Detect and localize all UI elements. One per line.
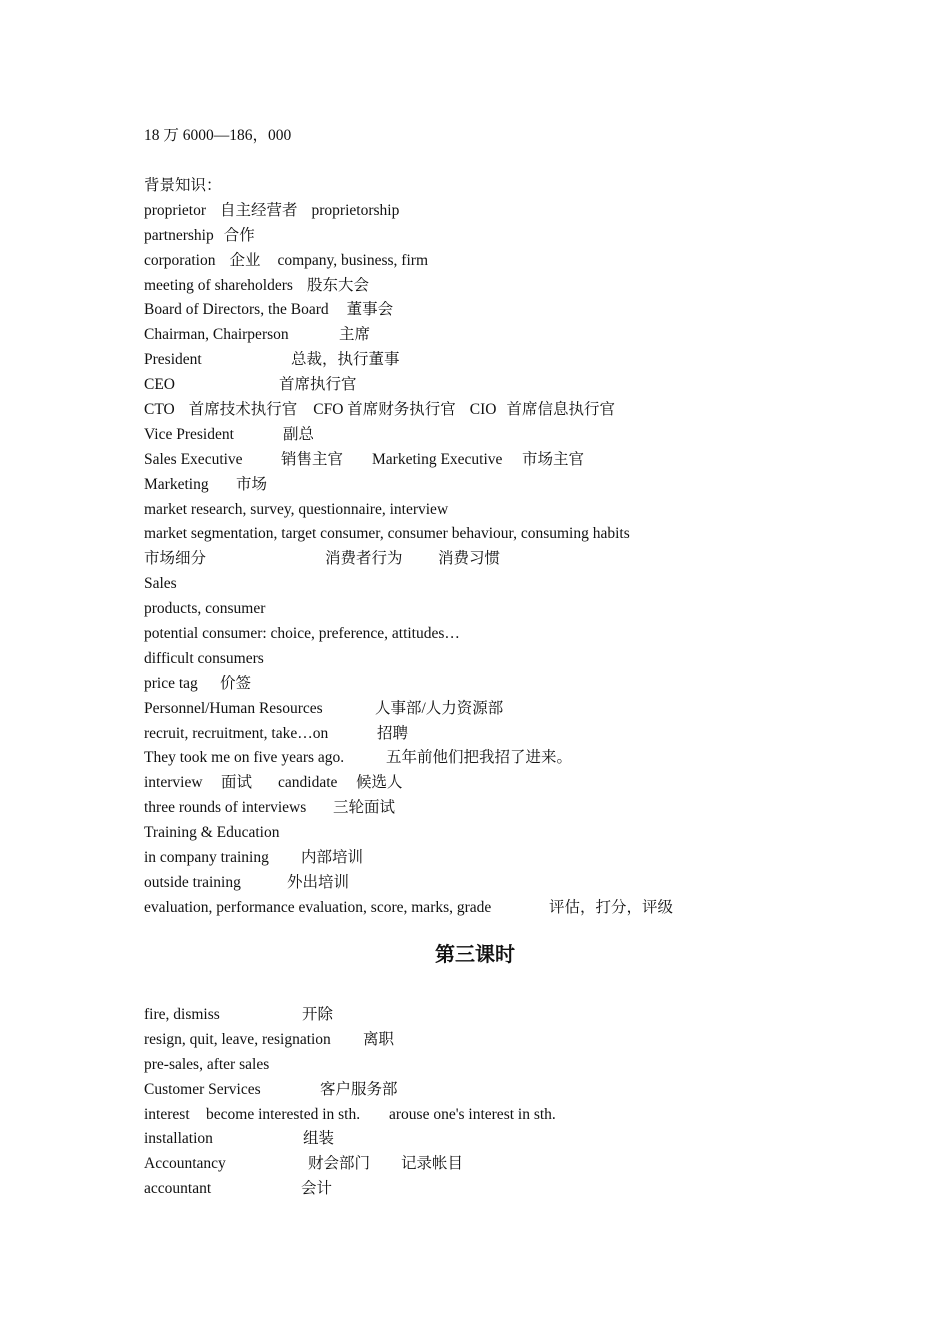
term: Training & Education bbox=[144, 824, 280, 842]
vocab-line bbox=[144, 672, 844, 697]
term: difficult consumers bbox=[144, 649, 264, 667]
vocab-line bbox=[144, 1003, 844, 1028]
term: Customer Services bbox=[144, 1080, 261, 1098]
translation: 首席信息执行官 bbox=[506, 401, 615, 419]
vocab-line bbox=[144, 697, 844, 722]
translation: 市场 bbox=[236, 475, 268, 493]
vocab-line bbox=[144, 423, 844, 448]
translation: 企业 bbox=[229, 251, 261, 269]
term: CFO 首席财务执行官 bbox=[313, 401, 456, 419]
vocab-line bbox=[144, 348, 844, 373]
vocab-line bbox=[144, 597, 844, 622]
translation: 面试 bbox=[221, 774, 253, 792]
translation: 主席 bbox=[339, 326, 371, 344]
term: proprietor bbox=[144, 201, 206, 219]
vocab-line bbox=[144, 1103, 844, 1128]
term: outside training bbox=[144, 873, 241, 891]
term: market segmentation, target consumer, consumer behaviour, consuming habits bbox=[144, 525, 630, 543]
translation: 记录帐目 bbox=[401, 1155, 464, 1173]
translation: 开除 bbox=[302, 1006, 334, 1023]
translation: 组装 bbox=[303, 1130, 335, 1148]
term: Marketing Executive bbox=[372, 450, 503, 468]
term: meeting of shareholders bbox=[144, 276, 293, 294]
term: They took me on five years ago. bbox=[144, 749, 345, 767]
vocab-line bbox=[144, 498, 844, 523]
translation: 销售主官 bbox=[281, 450, 344, 468]
term: market research, survey, questionnaire, interview bbox=[144, 500, 449, 518]
background-heading: 背景知识： bbox=[144, 177, 222, 194]
translation: 消费习惯 bbox=[438, 550, 501, 568]
translation: 价签 bbox=[220, 674, 252, 692]
vocab-line bbox=[144, 871, 844, 896]
term: evaluation, performance evaluation, score, marks, grade bbox=[144, 898, 492, 916]
term: corporation bbox=[144, 251, 216, 269]
vocab-line bbox=[144, 448, 844, 473]
term: Sales bbox=[144, 575, 177, 593]
vocab-line bbox=[144, 846, 844, 871]
background-knowledge-block bbox=[144, 174, 844, 921]
translation: 离职 bbox=[363, 1030, 395, 1048]
translation: 股东大会 bbox=[306, 276, 369, 294]
vocab-line bbox=[144, 473, 844, 498]
translation: 内部培训 bbox=[301, 849, 364, 867]
term: interest bbox=[144, 1105, 190, 1123]
term: candidate bbox=[278, 774, 338, 792]
vocab-line bbox=[144, 821, 844, 846]
vocab-line bbox=[144, 1127, 844, 1152]
vocab-line bbox=[144, 796, 844, 821]
translation: 会计 bbox=[301, 1180, 333, 1198]
translation: 招聘 bbox=[377, 724, 409, 742]
vocab-line bbox=[144, 1078, 844, 1103]
term: recruit, recruitment, take…on bbox=[144, 724, 329, 742]
term: resign, quit, leave, resignation bbox=[144, 1030, 331, 1048]
translation: 评估，打分，评级 bbox=[549, 898, 674, 916]
term: interview bbox=[144, 774, 203, 792]
section-title: 第三课时 bbox=[435, 942, 515, 966]
translation: 合作 bbox=[223, 226, 255, 244]
vocab-line bbox=[144, 1152, 844, 1177]
translation: 市场细分 bbox=[144, 550, 207, 568]
vocab-line bbox=[144, 1028, 844, 1053]
translation: 副总 bbox=[283, 425, 315, 443]
term: in company training bbox=[144, 849, 269, 867]
vocab-line bbox=[144, 323, 844, 348]
term: Board of Directors, the Board bbox=[144, 301, 329, 319]
vocab-line bbox=[144, 547, 844, 572]
translation: 客户服务部 bbox=[320, 1080, 398, 1098]
translation: 消费者行为 bbox=[325, 550, 403, 568]
term: CIO bbox=[469, 401, 497, 419]
term: CTO bbox=[144, 401, 175, 419]
vocab-line bbox=[144, 1177, 844, 1202]
translation: 董事会 bbox=[346, 301, 394, 319]
translation: 首席技术执行官 bbox=[188, 401, 298, 419]
vocab-line bbox=[144, 622, 844, 647]
term: Chairman, Chairperson bbox=[144, 326, 289, 344]
term: price tag bbox=[144, 674, 198, 692]
translation: 市场主官 bbox=[522, 450, 585, 468]
term: potential consumer: choice, preference, attitudes… bbox=[144, 625, 460, 643]
term: installation bbox=[144, 1130, 213, 1148]
translation: 五年前他们把我招了进来。 bbox=[386, 749, 573, 767]
term: accountant bbox=[144, 1180, 212, 1198]
translation: 财会部门 bbox=[308, 1155, 371, 1173]
term: Marketing bbox=[144, 475, 209, 493]
translation: 总裁，执行董事 bbox=[291, 351, 400, 369]
vocab-line bbox=[144, 398, 844, 423]
vocab-line bbox=[144, 746, 844, 771]
vocab-line bbox=[144, 522, 844, 547]
vocab-line bbox=[144, 647, 844, 672]
vocab-line bbox=[144, 274, 844, 299]
term: Personnel/Human Resources bbox=[144, 699, 323, 717]
vocab-line bbox=[144, 199, 844, 224]
vocab-line bbox=[144, 224, 844, 249]
term: company, business, firm bbox=[277, 251, 428, 269]
term: products, consumer bbox=[144, 600, 266, 618]
term: proprietorship bbox=[311, 201, 400, 219]
vocab-line bbox=[144, 373, 844, 398]
lesson-three-block bbox=[144, 1003, 844, 1202]
vocab-line bbox=[144, 572, 844, 597]
vocab-line bbox=[144, 771, 844, 796]
translation: 首席执行官 bbox=[279, 376, 357, 394]
translation: 三轮面试 bbox=[333, 799, 396, 817]
term: fire, dismiss bbox=[144, 1006, 220, 1023]
term: become interested in sth. bbox=[206, 1105, 361, 1123]
vocab-line bbox=[144, 1053, 844, 1078]
term: arouse one's interest in sth. bbox=[389, 1105, 556, 1123]
term: partnership bbox=[144, 226, 214, 244]
term: pre-sales, after sales bbox=[144, 1055, 270, 1073]
vocab-line bbox=[144, 896, 844, 921]
term: Accountancy bbox=[144, 1155, 226, 1173]
translation: 自主经营者 bbox=[219, 201, 298, 219]
vocab-line bbox=[144, 722, 844, 747]
number-note: 18 万 6000—186，000 bbox=[144, 127, 292, 144]
translation: 人事部/人力资源部 bbox=[375, 699, 504, 717]
intro-block bbox=[144, 124, 844, 149]
term: three rounds of interviews bbox=[144, 799, 307, 817]
translation: 外出培训 bbox=[287, 873, 350, 891]
term: Sales Executive bbox=[144, 450, 243, 468]
term: CEO bbox=[144, 376, 175, 394]
term: President bbox=[144, 351, 202, 369]
translation: 候选人 bbox=[356, 774, 403, 792]
vocab-line bbox=[144, 298, 844, 323]
term: Vice President bbox=[144, 425, 234, 443]
vocab-line bbox=[144, 249, 844, 274]
